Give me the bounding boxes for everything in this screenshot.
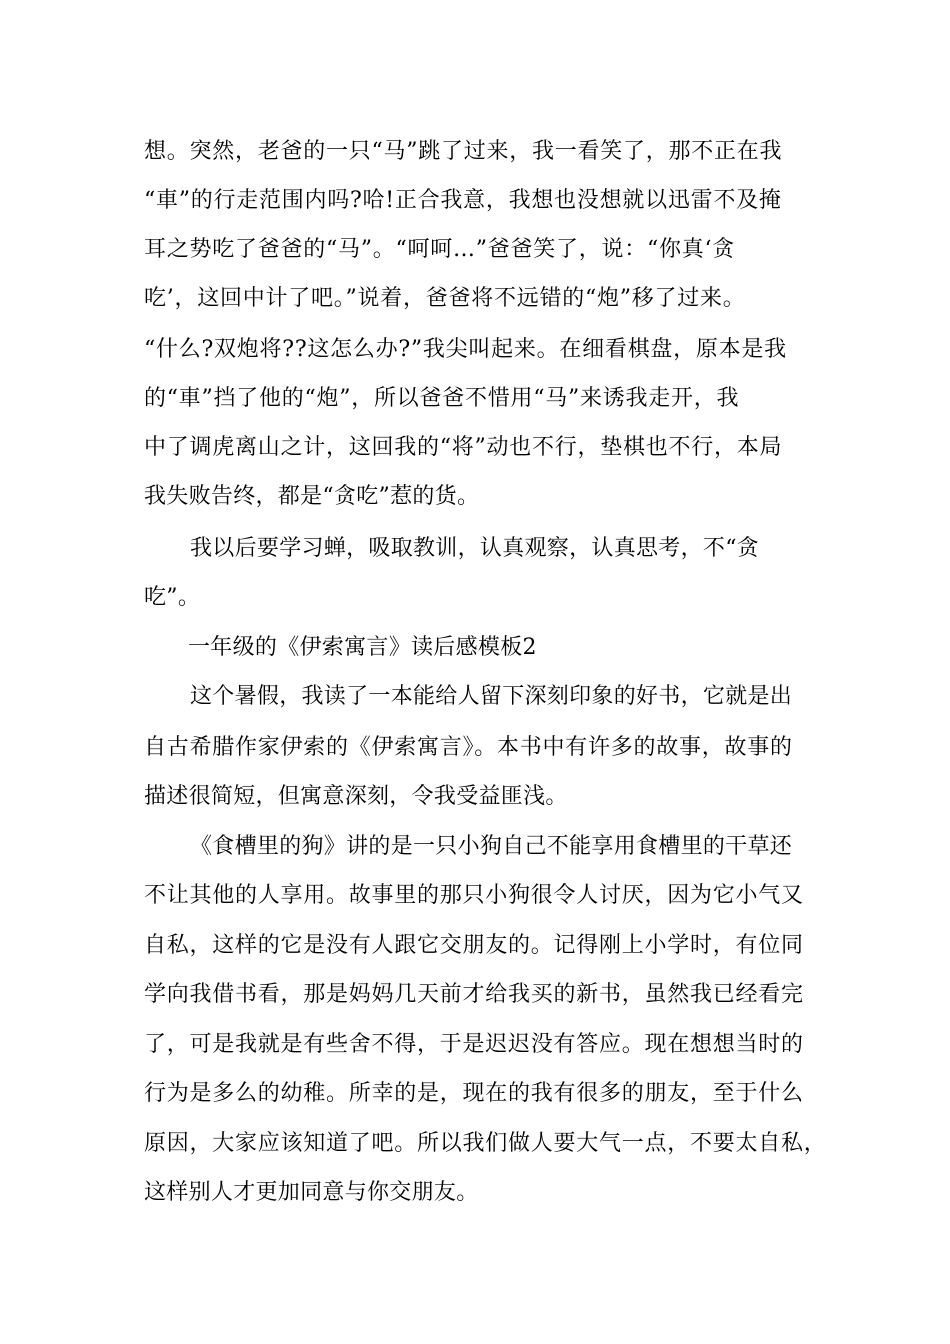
text-line: 了，可是我就是有些舍不得，于是迟迟没有答应。现在想想当时的 bbox=[144, 1032, 804, 1057]
text-line: 描述很简短，但寓意深刻，令我受益匪浅。 bbox=[144, 784, 568, 809]
text-line: 这样别人才更加同意与你交朋友。 bbox=[144, 1180, 479, 1205]
text-line: 原因，大家应该知道了吧。所以我们做人要大气一点，不要太自私， bbox=[144, 1131, 827, 1156]
text-line: 学向我借书看，那是妈妈几天前才给我买的新书，虽然我已经看完 bbox=[144, 982, 804, 1007]
text-line: “車”的行走范围内吗?哈!正合我意，我想也没想就以迅雷不及掩 bbox=[144, 188, 782, 213]
text-line: 中了调虎离山之计，这回我的“将”动也不行，垫棋也不行，本局 bbox=[144, 435, 783, 460]
text-line: 自私，这样的它是没有人跟它交朋友的。记得刚上小学时，有位同 bbox=[144, 933, 804, 958]
text-line: 想。突然，老爸的一只“马”跳了过来，我一看笑了，那不正在我 bbox=[144, 139, 783, 164]
text-line: 我失败告终，都是“贪吃”惹的货。 bbox=[144, 484, 480, 509]
text-line: 耳之势吃了爸爸的“马”。“呵呵…”爸爸笑了，说：“你真‘贪 bbox=[144, 237, 735, 262]
text-line: 不让其他的人享用。故事里的那只小狗很令人讨厌，因为它小气又 bbox=[144, 883, 804, 908]
text-line: 行为是多么的幼稚。所幸的是，现在的我有很多的朋友，至于什么 bbox=[144, 1081, 804, 1106]
text-line: 自古希腊作家伊索的《伊索寓言》。本书中有许多的故事，故事的 bbox=[144, 735, 793, 760]
text-line: 这个暑假，我读了一本能给人留下深刻印象的好书，它就是出 bbox=[190, 684, 793, 709]
text-line: 我以后要学习蝉，吸取教训，认真观察，认真思考，不“贪 bbox=[190, 536, 760, 561]
text-line: 《食槽里的狗》讲的是一只小狗自己不能享用食槽里的干草还 bbox=[190, 834, 793, 859]
text-line: 的“車”挡了他的“炮”，所以爸爸不惜用“马”来诱我走开，我 bbox=[144, 386, 740, 411]
text-line: “什么?双炮将??这怎么办?”我尖叫起来。在细看棋盘，原本是我 bbox=[144, 337, 787, 362]
section-heading: 一年级的《伊索寓言》读后感模板2 bbox=[188, 635, 537, 660]
text-line: 吃’，这回中计了吧。”说着，爸爸将不远错的“炮”移了过来。 bbox=[144, 286, 746, 311]
text-line: 吃”。 bbox=[144, 585, 201, 610]
